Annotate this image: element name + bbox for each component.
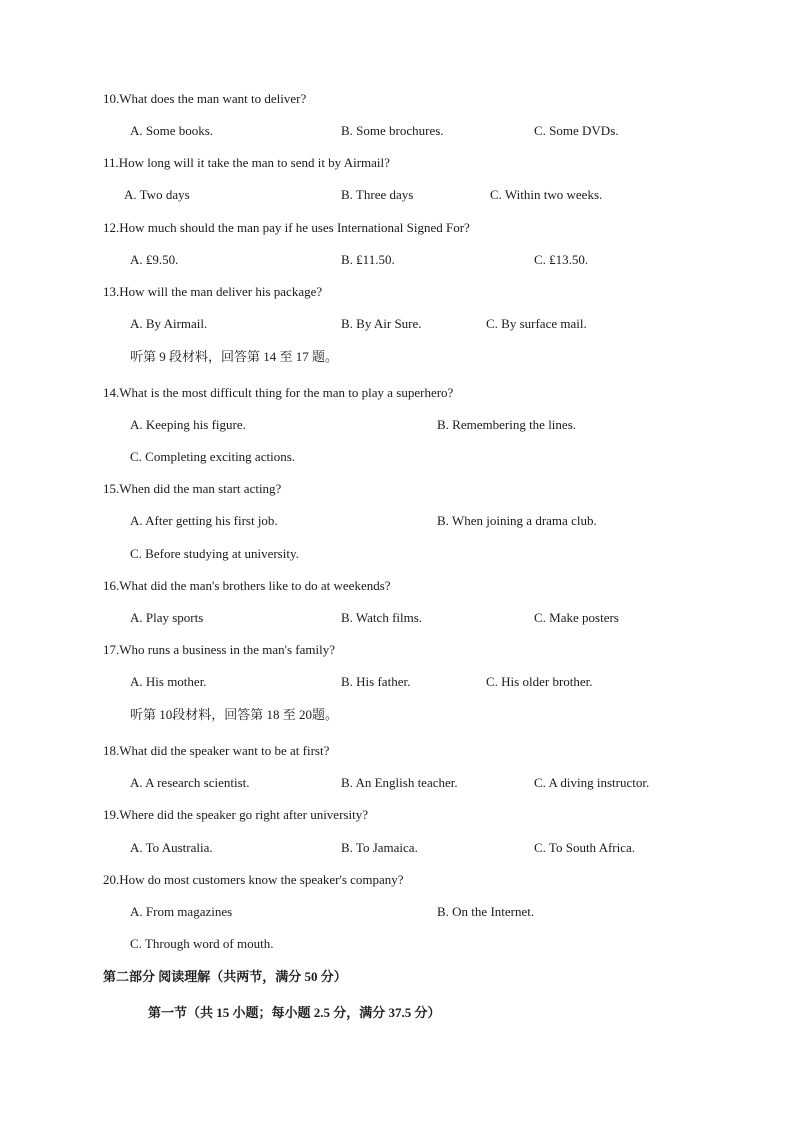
question-stem: 18.What did the speaker want to be at first?	[103, 743, 330, 758]
option-a: A. Keeping his figure.	[130, 417, 246, 432]
question-stem: 12.How much should the man pay if he uses International Signed For?	[103, 220, 470, 235]
option-a: A. Some books.	[130, 123, 214, 138]
part-heading: 第二部分 阅读理解（共两节，满分 50 分）	[103, 969, 347, 984]
option-a: A. A research scientist.	[130, 775, 250, 790]
option-a: A. Play sports	[130, 610, 204, 625]
option-c: C. Make posters	[534, 610, 619, 625]
option-c: C. Some DVDs.	[534, 123, 619, 138]
option-a: A. By Airmail.	[130, 316, 208, 331]
question-stem: 17.Who runs a business in the man's family?	[103, 642, 335, 657]
option-b: B. When joining a drama club.	[437, 513, 597, 528]
option-b: B. By Air Sure.	[341, 316, 422, 331]
option-b: B. An English teacher.	[341, 775, 458, 790]
option-a: A. His mother.	[130, 674, 207, 689]
question-stem: 16.What did the man's brothers like to do at weekends?	[103, 578, 391, 593]
option-b: B. Some brochures.	[341, 123, 444, 138]
option-b: B. On the Internet.	[437, 904, 535, 919]
option-b: B. ₤11.50.	[341, 252, 395, 267]
question-stem: 15.When did the man start acting?	[103, 481, 282, 496]
option-b: B. Three days	[341, 187, 414, 202]
question-stem: 13.How will the man deliver his package?	[103, 284, 323, 299]
option-c: C. Within two weeks.	[490, 187, 603, 202]
question-stem: 14.What is the most difficult thing for the man to play a superhero?	[103, 385, 454, 400]
question-stem: 11.How long will it take the man to send it by Airmail?	[103, 155, 390, 170]
section-heading: 第一节（共 15 小题；每小题 2.5 分，满分 37.5 分）	[148, 1005, 441, 1020]
option-a: A. To Australia.	[130, 840, 213, 855]
question-stem: 19.Where did the speaker go right after university?	[103, 807, 368, 822]
option-c: C. Before studying at university.	[130, 546, 299, 561]
option-c: C. His older brother.	[486, 674, 593, 689]
option-b: B. Watch films.	[341, 610, 423, 625]
option-a: A. ₤9.50.	[130, 252, 179, 267]
option-c: C. To South Africa.	[534, 840, 636, 855]
option-a: A. After getting his first job.	[130, 513, 278, 528]
question-stem: 10.What does the man want to deliver?	[103, 91, 307, 106]
option-a: A. Two days	[124, 187, 190, 202]
passage-instruction: 听第 10段材料，回答第 18 至 20题。	[130, 707, 339, 722]
option-c: C. Completing exciting actions.	[130, 449, 296, 464]
option-c: C. Through word of mouth.	[130, 936, 274, 951]
option-c: C. A diving instructor.	[534, 775, 650, 790]
question-stem: 20.How do most customers know the speaker's company?	[103, 872, 404, 887]
option-b: B. Remembering the lines.	[437, 417, 577, 432]
passage-instruction: 听第 9 段材料，回答第 14 至 17 题。	[130, 349, 339, 364]
option-c: C. ₤13.50.	[534, 252, 589, 267]
option-a: A. From magazines	[130, 904, 233, 919]
option-b: B. His father.	[341, 674, 411, 689]
option-c: C. By surface mail.	[486, 316, 587, 331]
option-b: B. To Jamaica.	[341, 840, 418, 855]
